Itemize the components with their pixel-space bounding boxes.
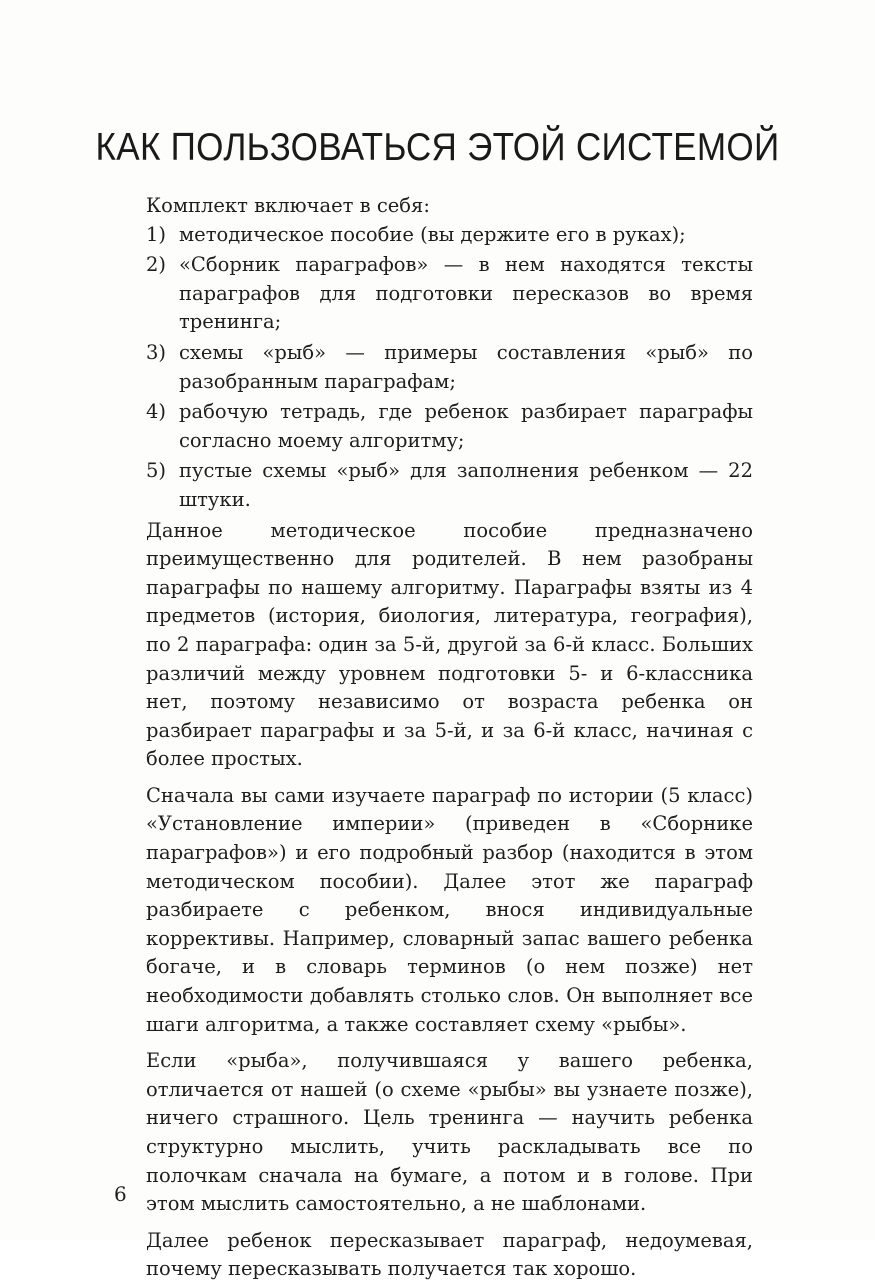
list-item-number: 1) xyxy=(146,222,167,246)
list-item xyxy=(146,251,753,337)
kit-intro: Комплект включает в себя: xyxy=(146,194,430,217)
list-item xyxy=(146,221,753,250)
list-item-text: схемы «рыб» — примеры составления «рыб» по разобранным параграфам; xyxy=(179,340,753,393)
list-item-text: методическое пособие (вы держите его в руках); xyxy=(179,222,686,246)
page-title: КАК ПОЛЬЗОВАТЬСЯ ЭТОЙ СИСТЕМОЙ xyxy=(95,126,780,169)
page-body xyxy=(146,192,753,1284)
list-item-number: 4) xyxy=(146,400,167,424)
list-item xyxy=(146,339,753,396)
paragraph-purpose: Данное методическое пособие предназначено преимущественно для родителей. В нем разобраны параграфы по нашему алгоритму. Параграфы взяты из 4 предметов (история, биология, литература, география), по 2 параграфа: один за 5-й, другой за 6-й класс. Больших различий между уровнем подготовки 5- и 6-классника нет, поэтому независимо от возраста ребенка он разбирает параграфы и за 5-й, и за 6-й класс, начиная с более простых. xyxy=(146,518,753,771)
list-item-text: пустые схемы «рыб» для заполнения ребенком — 22 штуки. xyxy=(179,459,753,511)
paragraph-first-steps: Сначала вы сами изучаете параграф по истории (5 класс) «Установление империи» (приведен в «Сборнике параграфов») и его подробный разбор (находится в этом методическом пособии). Далее этот же параграф разбираете с ребенком, внося индивидуальные коррективы. Например, словарный запас вашего ребенка богаче, и в словарь терминов (о нем позже) нет необходимости добавлять столько слов. Он выполняет все шаги алгоритма, а также составляет схему «рыбы». xyxy=(146,783,753,1036)
list-item xyxy=(146,398,753,455)
list-item-number: 5) xyxy=(146,459,167,483)
kit-list xyxy=(146,221,753,515)
list-item-number: 3) xyxy=(146,340,167,364)
list-item-number: 2) xyxy=(146,253,167,277)
page-number: 6 xyxy=(114,1182,127,1206)
list-item-text: рабочую тетрадь, где ребенок разбирает параграфы согласно моему алгоритму; xyxy=(179,400,753,452)
list-item-text: «Сборник параграфов» — в нем находятся тексты параграфов для подготовки пересказов во время тренинга; xyxy=(179,253,753,334)
list-item xyxy=(146,457,753,514)
paragraph-retelling: Далее ребенок пересказывает параграф, недоумевая, почему пересказывать получается так хорошо. xyxy=(146,1228,753,1281)
paragraph-fish-scheme: Если «рыба», получившаяся у вашего ребенка, отличается от нашей (о схеме «рыбы» вы узнаете позже), ничего страшного. Цель тренинга — научить ребенка структурно мыслить, учить раскладывать все по полочкам сначала на бумаге, а потом и в голове. При этом мыслить самостоятельно, а не шаблонами. xyxy=(146,1049,753,1216)
